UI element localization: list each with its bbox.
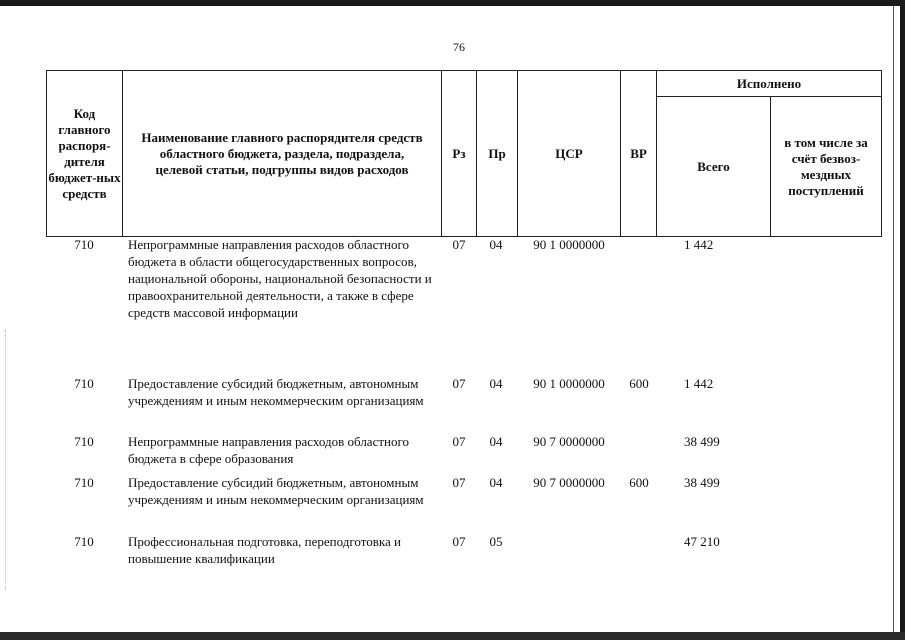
scan-border-right [900, 0, 905, 640]
scan-border-right-inner [893, 6, 894, 636]
cell-total: 38 499 [684, 475, 720, 490]
cell-csr: 90 7 0000000 [533, 434, 605, 449]
cell-pr: 04 [489, 237, 503, 252]
cell-vr: 600 [629, 475, 649, 490]
cell-code: 710 [74, 434, 94, 449]
cell-name: Предоставление субсидий бюджетным, автономным учреждениям и иным некоммерческим организациям [128, 376, 424, 408]
header-vr: ВР [630, 145, 647, 161]
cell-name: Предоставление субсидий бюджетным, автономным учреждениям и иным некоммерческим организациям [128, 475, 424, 507]
cell-code: 710 [74, 475, 94, 490]
cell-rz: 07 [452, 534, 466, 549]
cell-rz: 07 [452, 237, 466, 252]
cell-csr: 90 1 0000000 [533, 376, 605, 391]
scan-border-bottom [0, 632, 905, 640]
header-csr: ЦСР [555, 145, 583, 161]
header-pr: Пр [488, 145, 506, 161]
page-number: 76 [453, 40, 465, 54]
cell-name: Непрограммные направления расходов областного бюджета в сфере образования [128, 434, 409, 466]
header-free-receipts: в том числе за счёт безвоз-мездных поступлений [784, 134, 868, 198]
cell-code: 710 [74, 237, 94, 252]
cell-total: 1 442 [684, 376, 714, 391]
header-executed: Исполнено [736, 75, 802, 91]
scan-specks [5, 330, 7, 590]
cell-pr: 04 [489, 434, 503, 449]
cell-code: 710 [74, 376, 94, 391]
cell-code: 710 [74, 534, 94, 549]
cell-total: 1 442 [684, 237, 714, 252]
scan-border-top [0, 0, 905, 6]
cell-vr: 600 [629, 376, 649, 391]
cell-pr: 04 [489, 376, 503, 391]
cell-csr: 90 7 0000000 [533, 475, 605, 490]
header-total: Всего [697, 158, 730, 174]
cell-name: Профессиональная подготовка, переподготовка и повышение квалификации [128, 534, 401, 566]
cell-rz: 07 [452, 434, 466, 449]
cell-total: 38 499 [684, 434, 720, 449]
cell-name: Непрограммные направления расходов областного бюджета в области общегосударственных вопросов, национальной обороны, национальной безопасности и правоохранительной деятельности, а также в сфере средств массовой информации [128, 237, 432, 320]
cell-pr: 05 [489, 534, 503, 549]
cell-total: 47 210 [684, 534, 720, 549]
cell-csr: 90 1 0000000 [533, 237, 605, 252]
header-code: Код главного распоря-дителя бюджет-ных средств [48, 105, 121, 201]
cell-rz: 07 [452, 475, 466, 490]
cell-pr: 04 [489, 475, 503, 490]
header-rz: Рз [452, 145, 466, 161]
header-name: Наименование главного распорядителя средств областного бюджета, раздела, подраздела, целевой статьи, подгруппы видов расходов [141, 129, 423, 177]
cell-rz: 07 [452, 376, 466, 391]
